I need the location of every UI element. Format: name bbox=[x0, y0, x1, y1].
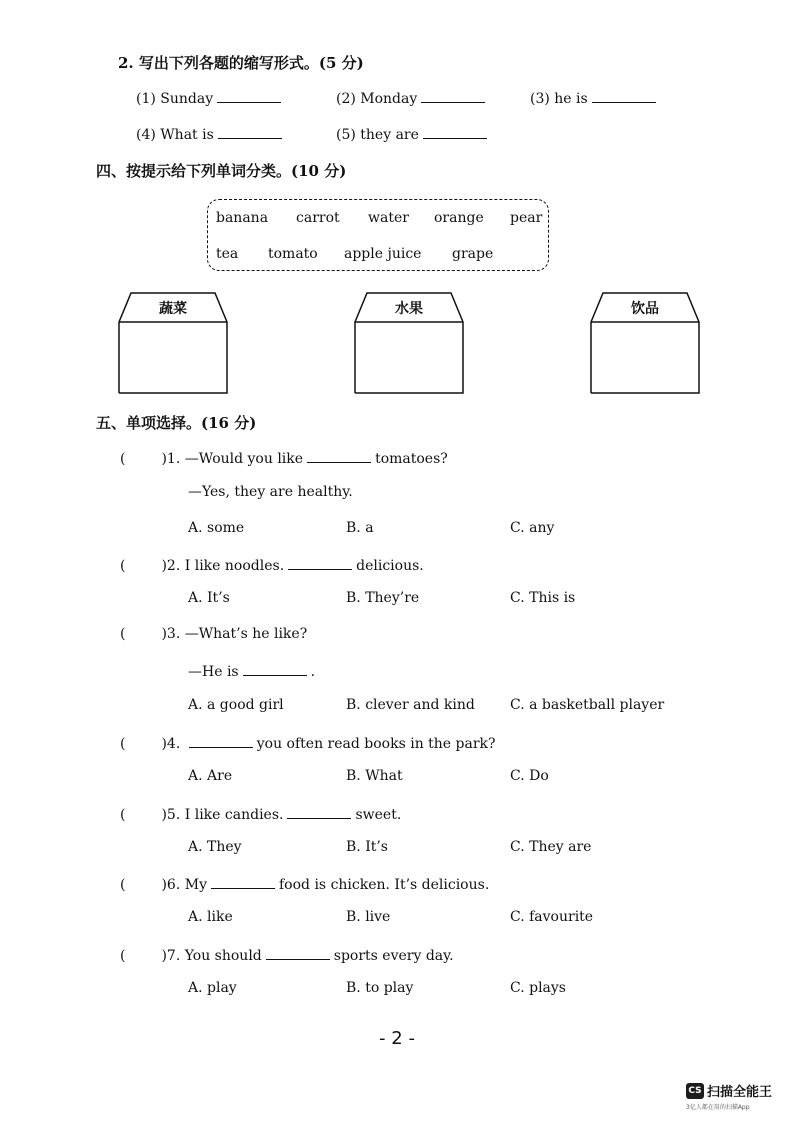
word-item: water bbox=[368, 210, 409, 226]
question-text: sweet. bbox=[355, 807, 402, 823]
section-2-title: 2. 写出下列各题的缩写形式。(5 分) bbox=[118, 54, 364, 72]
option-a[interactable]: A. like bbox=[188, 909, 233, 925]
answer-paren[interactable]: ( bbox=[120, 451, 126, 467]
question-text: sports every day. bbox=[333, 948, 454, 964]
answer-blank[interactable] bbox=[288, 555, 352, 570]
option-c[interactable]: C. any bbox=[510, 520, 555, 536]
answer-paren[interactable]: ( bbox=[120, 626, 126, 642]
question-text: You should bbox=[184, 948, 262, 964]
answer-paren[interactable]: ( bbox=[120, 807, 126, 823]
answer-blank[interactable] bbox=[423, 124, 487, 139]
answer-blank[interactable] bbox=[307, 448, 371, 463]
answer-blank[interactable] bbox=[217, 88, 281, 103]
answer-blank[interactable] bbox=[211, 874, 275, 889]
option-b[interactable]: B. It’s bbox=[346, 839, 388, 855]
question-1-line-2: —Yes, they are healthy. bbox=[188, 484, 353, 500]
question-number: )5. bbox=[161, 807, 181, 823]
word-item: carrot bbox=[296, 210, 340, 226]
question-text: —He is bbox=[188, 664, 239, 680]
abbrev-item-5 bbox=[336, 124, 491, 143]
abbrev-item-label: (3) he is bbox=[530, 91, 588, 107]
category-label: 饮品 bbox=[631, 301, 659, 317]
question-3 bbox=[120, 626, 307, 642]
question-3-line-2 bbox=[188, 661, 315, 680]
question-text: delicious. bbox=[356, 558, 424, 574]
option-c[interactable]: C. They are bbox=[510, 839, 592, 855]
question-text: you often read books in the park? bbox=[256, 736, 496, 752]
answer-paren[interactable]: ( bbox=[120, 948, 126, 964]
abbrev-item-2 bbox=[336, 88, 489, 107]
option-b[interactable]: B. a bbox=[346, 520, 374, 536]
answer-paren[interactable]: ( bbox=[120, 558, 126, 574]
option-a[interactable]: A. They bbox=[188, 839, 242, 855]
question-2 bbox=[120, 555, 424, 574]
question-number: )4. bbox=[161, 736, 181, 752]
option-c[interactable]: C. a basketball player bbox=[510, 697, 665, 713]
word-item: tea bbox=[216, 246, 239, 262]
section-4-title: 四、按提示给下列单词分类。(10 分) bbox=[96, 162, 347, 180]
question-5 bbox=[120, 804, 401, 823]
option-a[interactable]: A. It’s bbox=[188, 590, 230, 606]
option-c[interactable]: C. This is bbox=[510, 590, 576, 606]
scanner-watermark bbox=[686, 1080, 772, 1100]
answer-blank[interactable] bbox=[287, 804, 351, 819]
word-item: pear bbox=[510, 210, 543, 226]
question-4 bbox=[120, 733, 496, 752]
question-text: I like noodles. bbox=[184, 558, 285, 574]
question-text: My bbox=[184, 877, 207, 893]
answer-paren[interactable]: ( bbox=[120, 736, 126, 752]
question-text: —What’s he like? bbox=[184, 626, 308, 642]
answer-paren[interactable]: ( bbox=[120, 877, 126, 893]
abbrev-item-label: (1) Sunday bbox=[136, 91, 214, 107]
answer-blank[interactable] bbox=[189, 733, 253, 748]
category-box-fruits[interactable] bbox=[354, 292, 464, 394]
answer-blank[interactable] bbox=[421, 88, 485, 103]
abbrev-item-3 bbox=[530, 88, 660, 107]
option-b[interactable]: B. to play bbox=[346, 980, 414, 996]
answer-blank[interactable] bbox=[266, 945, 330, 960]
question-1 bbox=[120, 448, 448, 467]
question-text: —Would you like bbox=[184, 451, 304, 467]
option-b[interactable]: B. live bbox=[346, 909, 391, 925]
word-item: tomato bbox=[268, 246, 318, 262]
abbrev-item-4 bbox=[136, 124, 286, 143]
abbrev-item-label: (4) What is bbox=[136, 127, 214, 143]
answer-blank[interactable] bbox=[592, 88, 656, 103]
option-b[interactable]: B. They’re bbox=[346, 590, 420, 606]
question-number: )3. bbox=[161, 626, 181, 642]
category-label: 水果 bbox=[395, 301, 423, 317]
word-item: grape bbox=[452, 246, 494, 262]
question-text: I like candies. bbox=[184, 807, 284, 823]
question-number: )7. bbox=[161, 948, 181, 964]
question-6 bbox=[120, 874, 489, 893]
option-a[interactable]: A. Are bbox=[188, 768, 233, 784]
answer-blank[interactable] bbox=[243, 661, 307, 676]
abbrev-item-label: (5) they are bbox=[336, 127, 419, 143]
section-5-title: 五、单项选择。(16 分) bbox=[96, 414, 257, 432]
question-number: )2. bbox=[161, 558, 181, 574]
page-number: - 2 - bbox=[379, 1028, 415, 1049]
option-c[interactable]: C. plays bbox=[510, 980, 566, 996]
answer-blank[interactable] bbox=[218, 124, 282, 139]
option-a[interactable]: A. a good girl bbox=[188, 697, 284, 713]
watermark-name: 扫描全能王 bbox=[707, 1085, 773, 1100]
word-item: orange bbox=[434, 210, 484, 226]
category-box-vegetables[interactable] bbox=[118, 292, 228, 394]
question-number: )6. bbox=[161, 877, 181, 893]
camscanner-logo-icon: CS bbox=[686, 1083, 704, 1099]
option-a[interactable]: A. some bbox=[188, 520, 245, 536]
word-item: banana bbox=[216, 210, 269, 226]
option-c[interactable]: C. favourite bbox=[510, 909, 594, 925]
word-bank bbox=[207, 199, 549, 271]
question-text: tomatoes? bbox=[375, 451, 448, 467]
option-a[interactable]: A. play bbox=[188, 980, 237, 996]
abbrev-item-1 bbox=[136, 88, 285, 107]
watermark-tagline: 3亿人都在用的扫描App bbox=[686, 1104, 750, 1111]
question-text: . bbox=[310, 664, 316, 680]
category-label: 蔬菜 bbox=[159, 301, 187, 317]
category-box-drinks[interactable] bbox=[590, 292, 700, 394]
option-b[interactable]: B. What bbox=[346, 768, 403, 784]
option-c[interactable]: C. Do bbox=[510, 768, 549, 784]
question-text: food is chicken. It’s delicious. bbox=[279, 877, 490, 893]
word-item: apple juice bbox=[344, 246, 422, 262]
question-7 bbox=[120, 945, 454, 964]
question-number: )1. bbox=[161, 451, 181, 467]
option-b[interactable]: B. clever and kind bbox=[346, 697, 475, 713]
abbrev-item-label: (2) Monday bbox=[336, 91, 418, 107]
